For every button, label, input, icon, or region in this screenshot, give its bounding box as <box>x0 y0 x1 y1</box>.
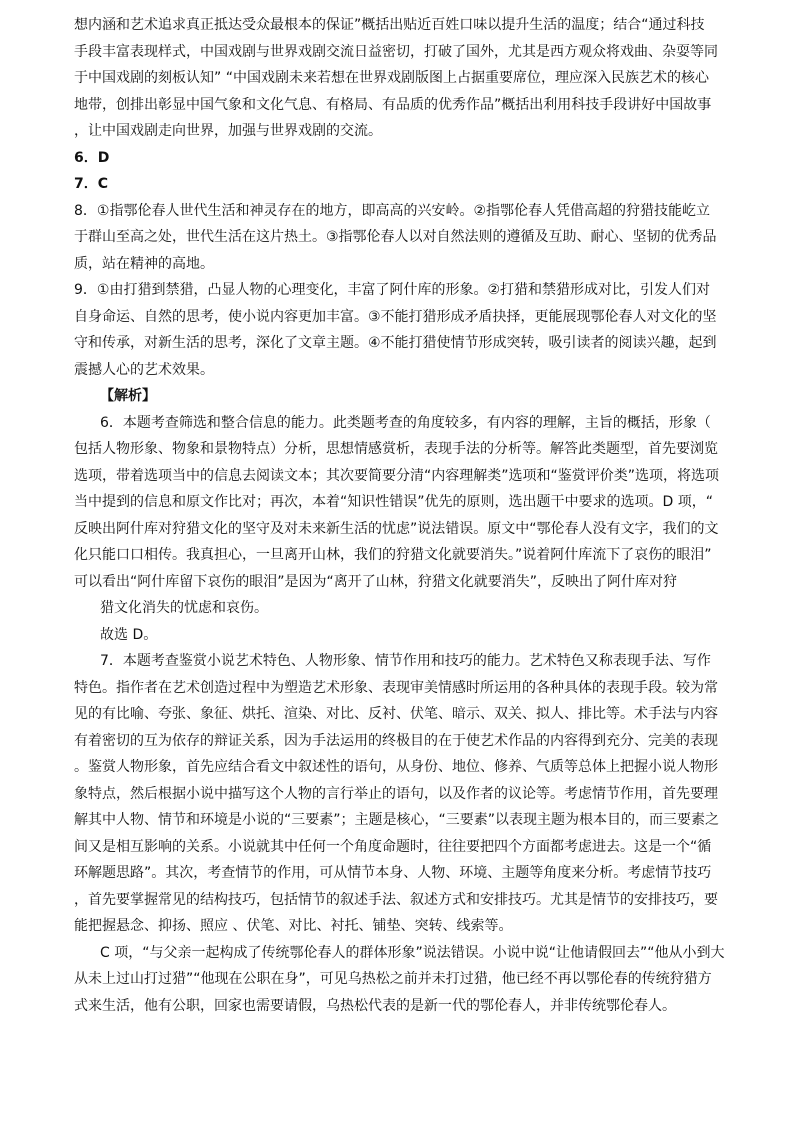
text-line: 特色。指作者在艺术创造过程中为塑造艺术形象、表现审美情感时所运用的各种具体的表现手段。较为常 <box>74 679 718 696</box>
text-line: 化只能口口相传。我真担心，一旦离开山林，我们的狩猎文化就要消失。”说着阿什库流下了哀伤的眼泪” <box>74 547 712 563</box>
analysis-q7 <box>74 648 726 940</box>
text-line: 8．①指鄂伦春人世代生活和神灵存在的地方，即高高的兴安岭。②指鄂伦春人凭借高超的狩猎技能屹立 <box>74 202 711 219</box>
text-line: 象特点，然后根据小说中描写这个人物的言行举止的语句，以及作者的议论等。考虑情节作用，首先要理 <box>74 785 718 802</box>
text-line: 守和传承，对新生活的思考，深化了文章主题。④不能打猎使情节形成突转，吸引读者的阅读兴趣，起到 <box>74 335 717 351</box>
analysis-heading: 【解析】 <box>100 388 156 404</box>
paragraph-prev-answer <box>74 12 726 145</box>
analysis-q6 <box>74 410 726 649</box>
text-line: 环解题思路”。其次，考查情节的作用，可从情节本身、人物、环境、主题等角度来分析。考虑情节技巧 <box>74 865 712 881</box>
text-line: 自身命运、自然的思考，使小说内容更加丰富。③不能打猎形成矛盾抉择，更能展现鄂伦春人对文化的坚 <box>74 308 717 325</box>
q6-choice: 故选 D。 <box>100 626 158 643</box>
answer-9 <box>74 277 726 383</box>
text-line: 想内涵和艺术追求真正抵达受众最根本的保证”概括出贴近百姓口味以提升生活的温度；结合“通过科技 <box>74 17 705 33</box>
text-line: 式来生活，他有公职，回家也需要请假，乌热松代表的是新一代的鄂伦春人，并非传统鄂伦春人。 <box>74 997 676 1014</box>
text-line: 于中国戏剧的刻板认知” “中国戏剧未来若想在世界戏剧版图上占据重要席位，理应深入民族艺术的核心 <box>74 70 709 86</box>
document-page <box>74 12 726 1019</box>
answer-7: 7．C <box>74 176 109 192</box>
text-line: 震撼人心的艺术效果。 <box>74 361 214 378</box>
text-line: 间又是相互影响的关系。小说就其中任何一个角度命题时，往往要把四个方面都考虑进去。这是一个“循 <box>74 838 712 855</box>
text-line: 有着密切的互为依存的辩证关系，因为手法运用的终极目的在于使艺术作品的内容得到充分、完美的表现 <box>74 732 718 749</box>
text-line: 地带，创排出彰显中国气象和文化气息、有格局、有品质的优秀作品”概括出利用科技手段讲好中国故事 <box>74 96 712 113</box>
text-line: 见的有比喻、夸张、象征、烘托、渲染、对比、反衬、伏笔、暗示、双关、拟人、排比等。术手法与内容 <box>74 706 718 722</box>
text-line: 能把握悬念、抑扬、照应 、伏笔、对比、衬托、铺垫、突转、线索等。 <box>74 918 513 934</box>
answer-6: 6．D <box>74 149 110 166</box>
answer-8 <box>74 198 726 278</box>
text-line: 7．本题考查鉴赏小说艺术特色、人物形象、情节作用和技巧的能力。艺术特色又称表现手法、写作 <box>100 653 711 669</box>
text-line: 反映出阿什库对狩猎文化的坚守及对未来新生活的忧虑”说法错误。原文中“鄂伦春人没有文字，我们的文 <box>74 520 719 537</box>
text-line: 从未上过山打过猎”“他现在公职在身”，可见乌热松之前并未打过猎，他已经不再以鄂伦春的传统狩猎方 <box>74 971 712 987</box>
text-line: 当中提到的信息和原文作比对；再次，本着“知识性错误”优先的原则，选出题干中要求的选项。D 项，“ <box>74 494 713 510</box>
text-line: 猎文化消失的忧虑和哀伤。 <box>100 600 268 616</box>
text-line: 质，站在精神的高地。 <box>74 255 214 272</box>
text-line: 于群山至高之处，世代生活在这片热土。③指鄂伦春人以对自然法则的遵循及互助、耐心、坚韧的优秀品 <box>74 229 717 245</box>
text-line: 解其中人物、情节和环境是小说的“三要素”；主题是核心，“三要素”以表现主题为根本目的，而三要素之 <box>74 812 720 828</box>
text-line: 。鉴赏人物形象，首先应结合看文中叙述性的语句，从身份、地位、修养、气质等总体上把握小说人物形 <box>74 759 718 775</box>
text-line: 6．本题考查筛选和整合信息的能力。此类题考查的角度较多，有内容的理解，主旨的概括，形象（ <box>100 414 711 431</box>
text-line: 手段丰富表现样式，中国戏剧与世界戏剧交流日益密切，打破了国外，尤其是西方观众将戏曲、杂耍等同 <box>74 43 718 60</box>
text-line: 9．①由打猎到禁猎，凸显人物的心理变化，丰富了阿什库的形象。②打猎和禁猎形成对比，引发人们对 <box>74 282 711 298</box>
text-line: C 项，“与父亲一起构成了传统鄂伦春人的群体形象”说法错误。小说中说“让他请假回去”“他从小到大 <box>100 944 725 961</box>
text-line: ，让中国戏剧走向世界，加强与世界戏剧的交流。 <box>74 123 382 139</box>
text-line: 选项，带着选项当中的信息去阅读文本；其次要简要分清“内容理解类”选项和“鉴赏评价类”选项，将选项 <box>74 467 720 484</box>
text-line: 可以看出“阿什库留下哀伤的眼泪”是因为“离开了山林，狩猎文化就要消失”，反映出了阿什库对狩 <box>74 573 678 590</box>
text-line: 包括人物形象、物象和景物特点）分析，思想情感赏析，表现手法的分析等。解答此类题型，首先要浏览 <box>74 441 718 457</box>
text-line: ，首先要掌握常见的结构技巧，包括情节的叙述手法、叙述方式和安排技巧。尤其是情节的安排技巧，要 <box>74 891 718 908</box>
analysis-q7-option-c <box>74 940 726 1020</box>
